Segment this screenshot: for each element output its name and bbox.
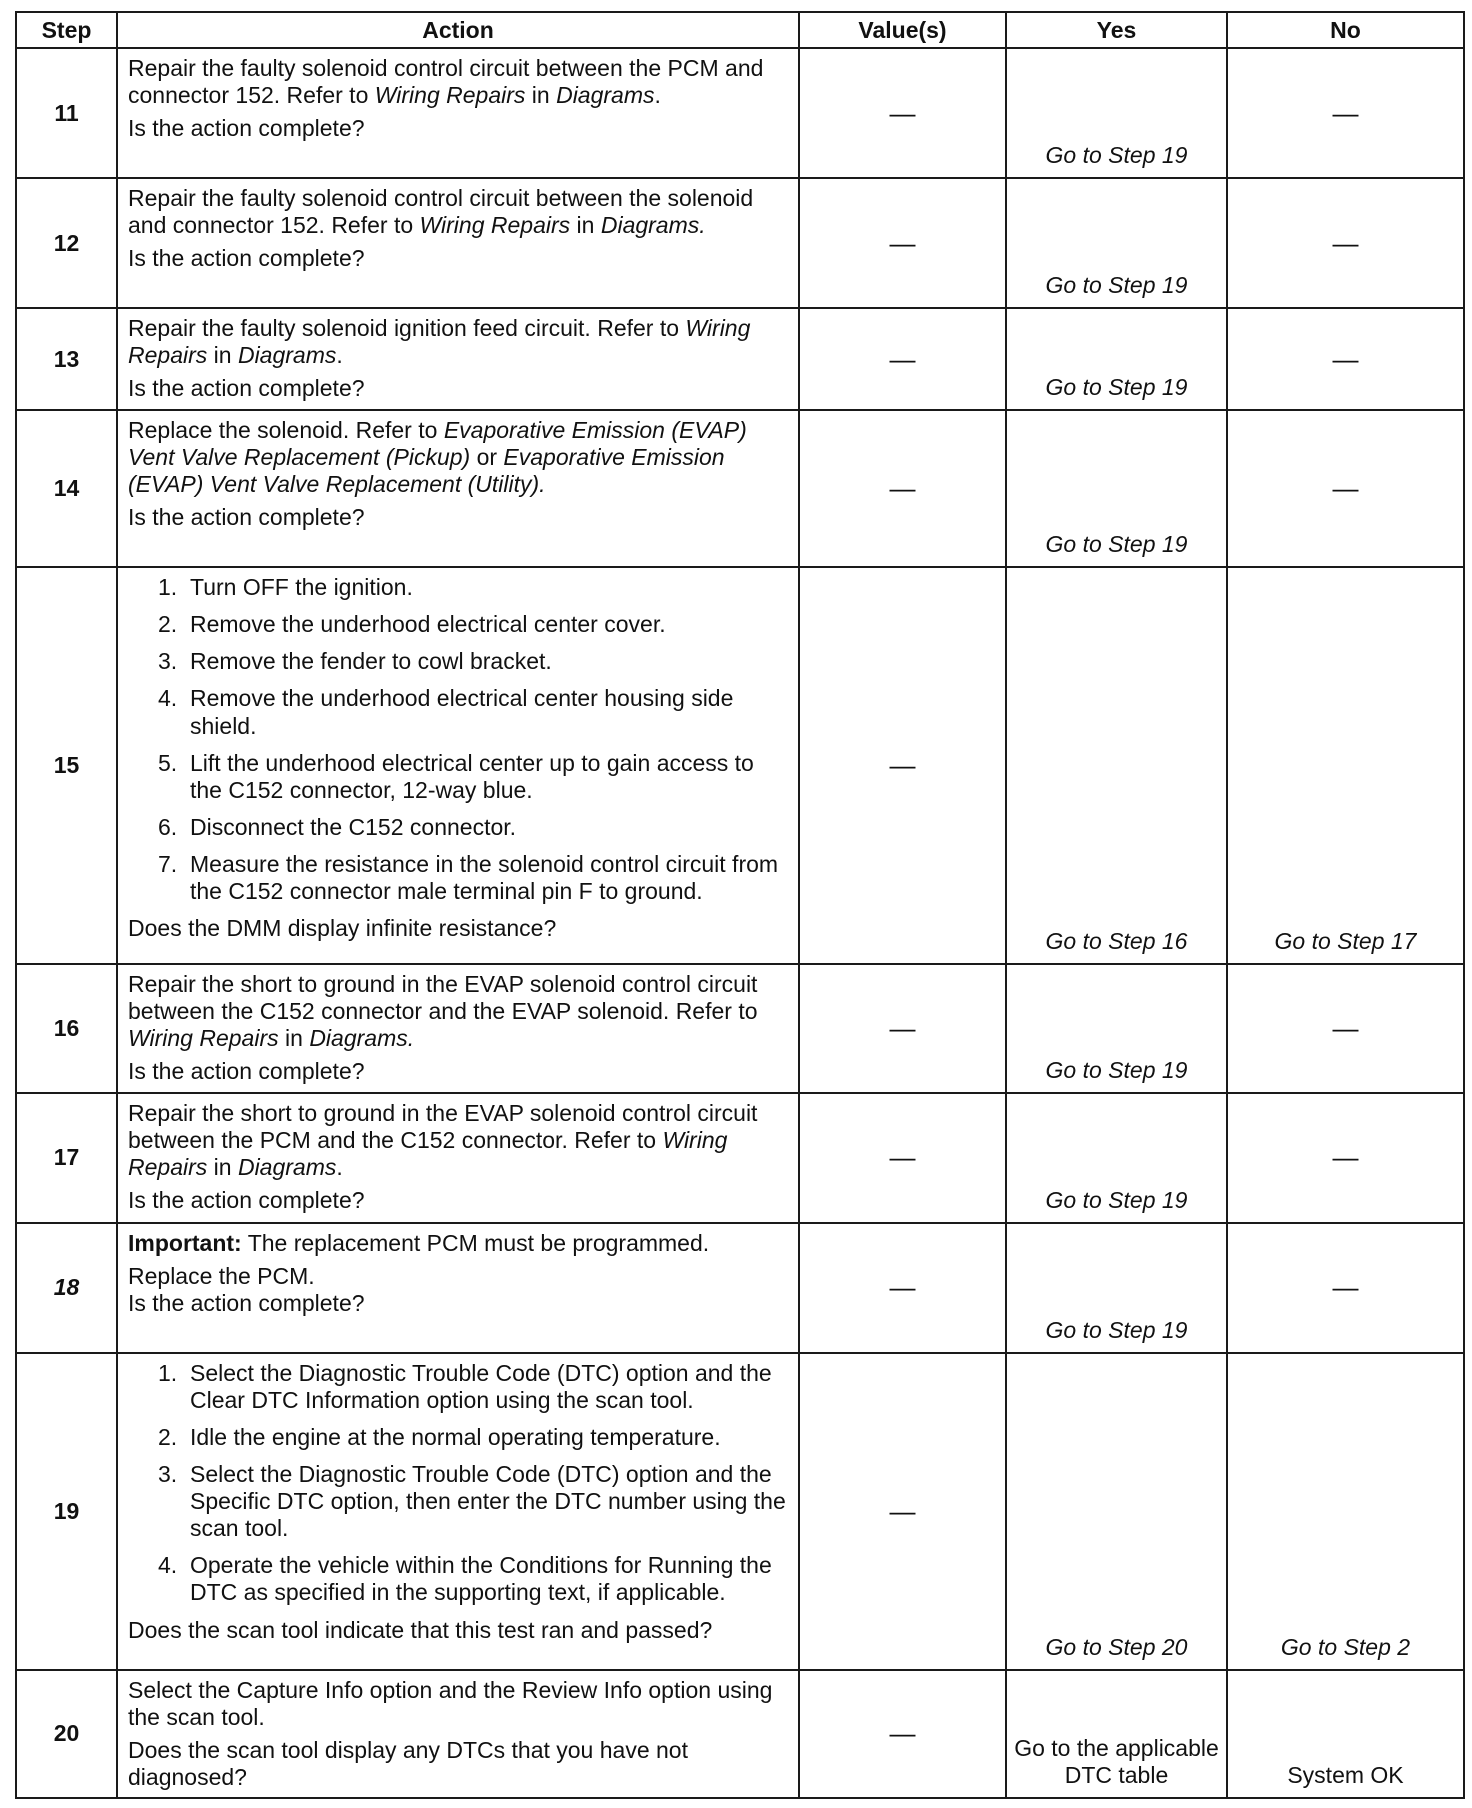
yes-cell: Go to Step 19	[1006, 178, 1227, 308]
step-number: 18	[16, 1223, 117, 1353]
list-item: 3. Select the Diagnostic Trouble Code (DTC) option and the Specific DTC option, then enter the DTC number using the scan tool.	[158, 1460, 786, 1542]
value-cell: —	[799, 1223, 1006, 1353]
list-item: 3. Remove the fender to cowl bracket.	[158, 648, 552, 675]
value-cell: —	[799, 1670, 1006, 1799]
action-question: Is the action complete?	[128, 1186, 365, 1213]
action-question: Does the scan tool display any DTCs that you have not diagnosed?	[128, 1736, 688, 1790]
table-row	[16, 1093, 1464, 1223]
step-number: 16	[16, 964, 117, 1093]
yes-cell: Go to the applicable DTC table	[1006, 1670, 1227, 1799]
action-instruction: Replace the PCM.	[128, 1262, 315, 1289]
important-note: Important: The replacement PCM must be programmed.	[128, 1229, 710, 1256]
action-instruction: Repair the faulty solenoid control circuit between the PCM and connector 152. Refer to Wiring Repairs in Diagrams.	[128, 55, 764, 109]
action-cell	[117, 1353, 799, 1670]
list-item: 7. Measure the resistance in the solenoid control circuit from the C152 connector male terminal pin F to ground.	[158, 851, 779, 905]
header-step: Step	[16, 12, 117, 48]
no-cell: —	[1227, 410, 1464, 567]
list-item: 1. Select the Diagnostic Trouble Code (DTC) option and the Clear DTC Information option using the scan tool.	[158, 1359, 772, 1413]
no-cell: —	[1227, 308, 1464, 410]
yes-cell: Go to Step 19	[1006, 1223, 1227, 1353]
action-question: Is the action complete?	[128, 115, 365, 142]
step-number: 12	[16, 178, 117, 308]
list-item: 5. Lift the underhood electrical center up to gain access to the C152 connector, 12-way blue.	[158, 749, 754, 803]
action-cell	[117, 1670, 799, 1799]
table-row	[16, 1353, 1464, 1670]
action-question: Does the DMM display infinite resistance?	[128, 915, 557, 942]
action-instruction: Select the Capture Info option and the Review Info option using the scan tool.	[128, 1676, 773, 1730]
no-cell: —	[1227, 178, 1464, 308]
step-number: 20	[16, 1670, 117, 1799]
action-cell	[117, 567, 799, 964]
list-item: 1. Turn OFF the ignition.	[158, 574, 413, 600]
header-no: No	[1227, 12, 1464, 48]
action-question: Does the scan tool indicate that this test ran and passed?	[128, 1616, 713, 1643]
yes-cell: Go to Step 19	[1006, 48, 1227, 178]
action-question: Is the action complete?	[128, 1058, 365, 1085]
no-cell: —	[1227, 1223, 1464, 1353]
step-number: 13	[16, 308, 117, 410]
table-row	[16, 410, 1464, 567]
action-instruction: Repair the short to ground in the EVAP solenoid control circuit between the C152 connector and the EVAP solenoid. Refer to Wiring Repairs in Diagrams.	[128, 971, 758, 1052]
value-cell: —	[799, 1093, 1006, 1223]
header-action: Action	[117, 12, 799, 48]
action-instruction: Repair the short to ground in the EVAP solenoid control circuit between the PCM and the C152 connector. Refer to Wiring Repairs in Diagrams.	[128, 1099, 758, 1180]
table-row	[16, 178, 1464, 308]
list-item: 4. Operate the vehicle within the Conditions for Running the DTC as specified in the supporting text, if applicable.	[158, 1552, 772, 1606]
yes-cell: Go to Step 20	[1006, 1353, 1227, 1670]
value-cell: —	[799, 308, 1006, 410]
table-row	[16, 964, 1464, 1093]
no-cell: Go to Step 17	[1227, 567, 1464, 964]
list-item: 2. Remove the underhood electrical center cover.	[158, 611, 666, 638]
header-values: Value(s)	[799, 12, 1006, 48]
action-instruction: Repair the faulty solenoid control circuit between the solenoid and connector 152. Refer to Wiring Repairs in Diagrams.	[128, 185, 754, 239]
list-item: 4. Remove the underhood electrical center housing side shield.	[158, 685, 734, 739]
action-cell	[117, 410, 799, 567]
value-cell: —	[799, 48, 1006, 178]
yes-cell: Go to Step 19	[1006, 410, 1227, 567]
step-number: 15	[16, 567, 117, 964]
action-question: Is the action complete?	[128, 375, 365, 402]
yes-cell: Go to Step 19	[1006, 964, 1227, 1093]
no-cell: —	[1227, 964, 1464, 1093]
no-cell: —	[1227, 1093, 1464, 1223]
diagnostic-table	[15, 11, 1465, 1799]
no-cell: Go to Step 2	[1227, 1353, 1464, 1670]
yes-cell: Go to Step 16	[1006, 567, 1227, 964]
action-cell	[117, 1093, 799, 1223]
table-row	[16, 48, 1464, 178]
action-cell	[117, 48, 799, 178]
action-question: Is the action complete?	[128, 245, 365, 272]
action-question: Is the action complete?	[128, 504, 365, 531]
list-item: 6. Disconnect the C152 connector.	[158, 813, 517, 840]
header-yes: Yes	[1006, 12, 1227, 48]
action-cell	[117, 308, 799, 410]
step-number: 17	[16, 1093, 117, 1223]
table-row	[16, 567, 1464, 964]
action-cell	[117, 178, 799, 308]
no-cell: —	[1227, 48, 1464, 178]
yes-cell: Go to Step 19	[1006, 308, 1227, 410]
action-list	[128, 574, 788, 905]
step-number: 11	[16, 48, 117, 178]
action-list	[128, 1360, 788, 1607]
list-item: 2. Idle the engine at the normal operating temperature.	[158, 1423, 721, 1450]
value-cell: —	[799, 410, 1006, 567]
step-number: 14	[16, 410, 117, 567]
table-row	[16, 1223, 1464, 1353]
table-row	[16, 308, 1464, 410]
no-cell: System OK	[1227, 1670, 1464, 1799]
value-cell: —	[799, 178, 1006, 308]
yes-cell: Go to Step 19	[1006, 1093, 1227, 1223]
action-cell	[117, 1223, 799, 1353]
action-question: Is the action complete?	[128, 1289, 365, 1316]
value-cell: —	[799, 964, 1006, 1093]
step-number: 19	[16, 1353, 117, 1670]
action-instruction: Repair the faulty solenoid ignition feed circuit. Refer to Wiring Repairs in Diagrams.	[128, 315, 751, 369]
header-row	[16, 12, 1464, 48]
table-row	[16, 1670, 1464, 1799]
value-cell: —	[799, 1353, 1006, 1670]
action-instruction: Replace the solenoid. Refer to Evaporative Emission (EVAP) Vent Valve Replacement (Pickup) or Evaporative Emission (EVAP) Vent Valve Replacement (Utility).	[128, 417, 747, 498]
action-cell	[117, 964, 799, 1093]
value-cell: —	[799, 567, 1006, 964]
